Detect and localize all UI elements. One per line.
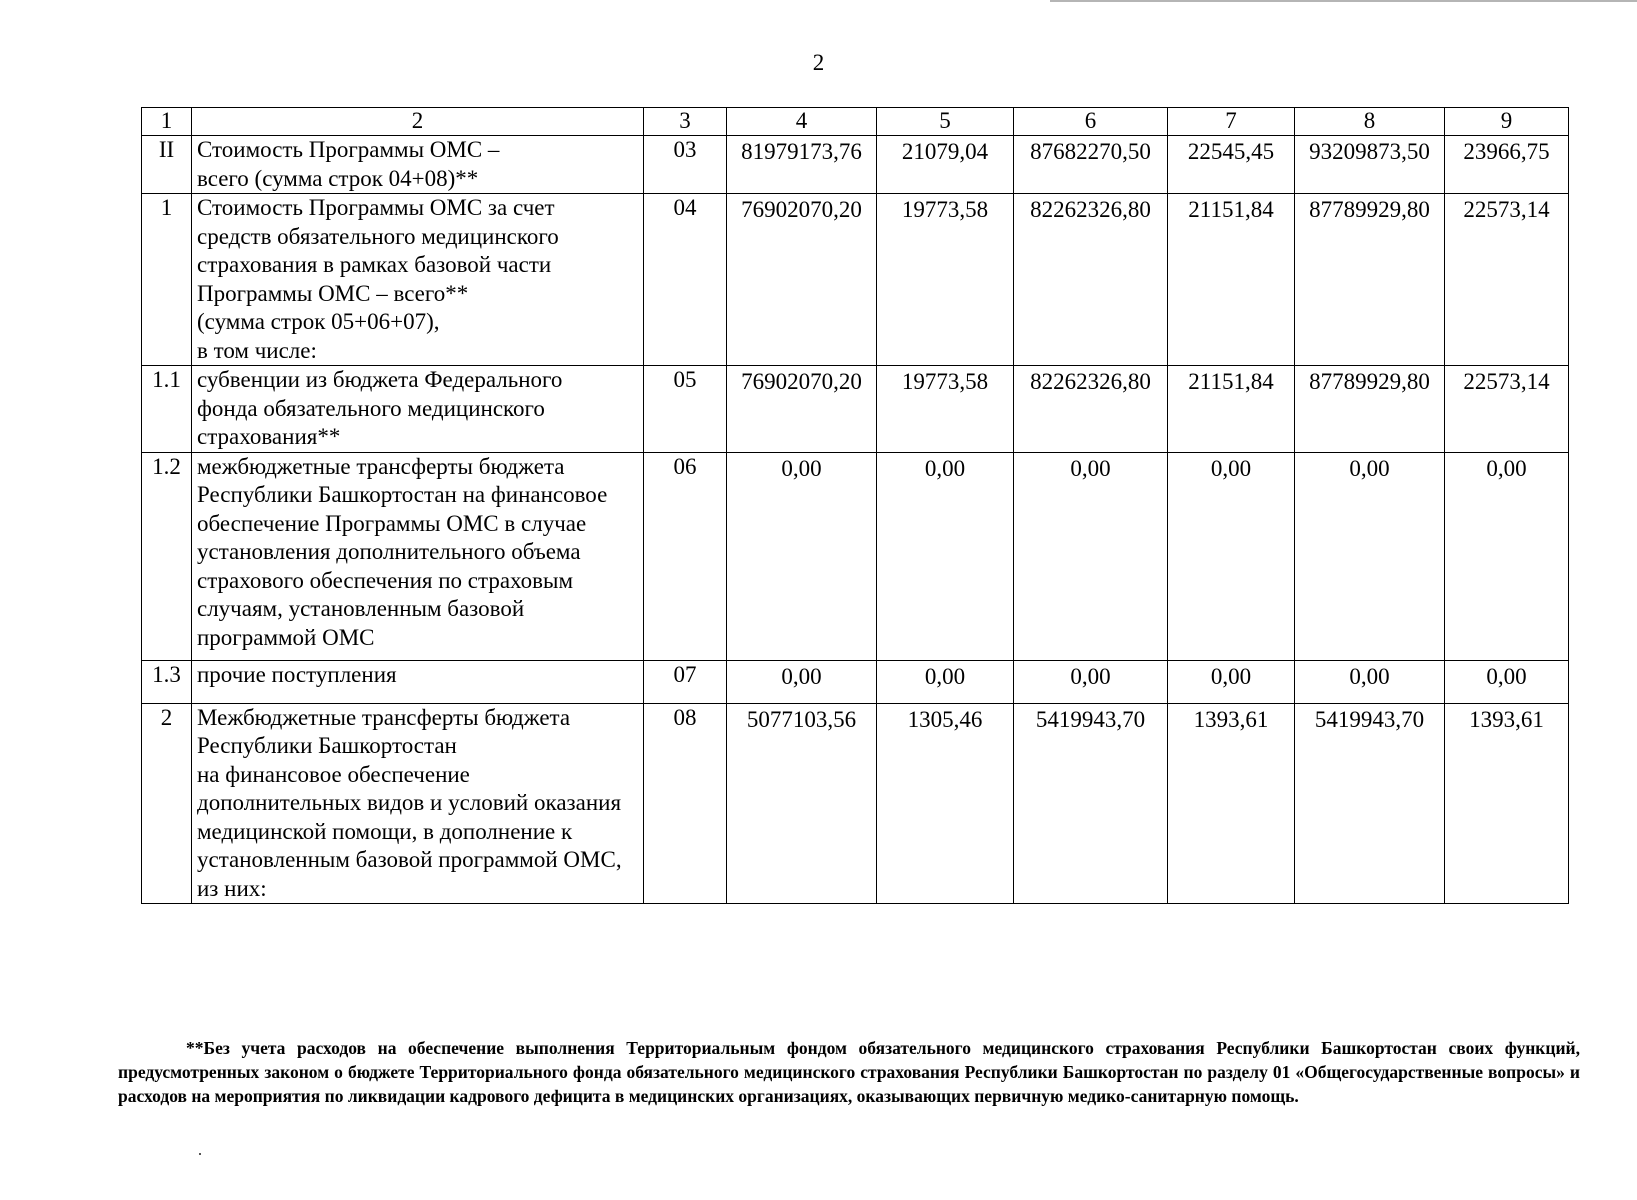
row-number-cell: 1.1 [142,366,192,453]
header-cell: 8 [1295,108,1445,136]
row-name-line: Межбюджетные трансферты бюджета [197,704,571,730]
row-name-line: субвенции из бюджета Федерального [197,367,563,392]
row-name-line: Стоимость Программы ОМС за счет [197,195,555,220]
table-row [142,136,1569,194]
row-name-line: (сумма строк 05+06+07), [197,309,440,334]
scan-speck [199,1153,201,1155]
row-name-line: программой ОМС [197,624,375,650]
value-cell: 0,00 [727,660,877,703]
value-cell: 0,00 [1168,452,1295,660]
header-cell: 5 [877,108,1014,136]
row-number-cell: II [142,136,192,194]
row-number-cell: 2 [142,703,192,904]
value-cell: 5077103,56 [727,703,877,904]
budget-table [141,107,1569,904]
page-number: 2 [812,50,825,75]
row-name-line: дополнительных видов и условий оказания [197,790,622,815]
row-name-cell [192,660,644,703]
header-cell: 2 [192,108,644,136]
header-cell: 6 [1014,108,1168,136]
row-number-cell: 1.2 [142,452,192,660]
value-cell: 23966,75 [1445,136,1569,194]
row-name-line: из них: [197,875,267,901]
value-cell: 0,00 [1445,452,1569,660]
row-name-line: в том числе: [197,337,317,363]
row-code-cell: 06 [644,452,727,660]
top-edge-rule [1050,0,1637,2]
table-row [142,452,1569,660]
row-name-line: страхового обеспечения по страховым [197,567,574,593]
value-cell: 87789929,80 [1295,366,1445,453]
row-name-cell [192,703,644,904]
table-row [142,660,1569,703]
value-cell: 81979173,76 [727,136,877,194]
value-cell: 76902070,20 [727,366,877,453]
row-name-line: страхования в рамках базовой части [197,252,552,277]
header-cell: 1 [142,108,192,136]
value-cell: 5419943,70 [1295,703,1445,904]
row-name-cell [192,136,644,194]
table-row [142,194,1569,366]
row-name-line: страхования** [197,424,341,449]
value-cell: 21079,04 [877,136,1014,194]
header-cell: 9 [1445,108,1569,136]
row-code-cell: 03 [644,136,727,194]
row-name-line: Стоимость Программы ОМС – [197,137,500,162]
value-cell: 0,00 [727,452,877,660]
row-name-line: обеспечение Программы ОМС в случае [197,510,587,536]
value-cell: 87682270,50 [1014,136,1168,194]
row-name-line: на финансовое обеспечение [197,761,470,787]
footnote: **Без учета расходов на обеспечение выполнения Территориальным фондом обязательного медицинского страхования Республики Башкортостан своих функций, предусмотренных законом о бюджете Территориального фонда обязательного медицинского страхования Республики Башкортостан по разделу 01 «Общегосударственные вопросы» и расходов на мероприятия по ликвидации кадрового дефицита в медицинских организациях, оказывающих первичную медико-санитарную помощь. [118,1038,1580,1106]
value-cell: 19773,58 [877,194,1014,366]
table-row [142,366,1569,453]
value-cell: 5419943,70 [1014,703,1168,904]
row-name-line: установления дополнительного объема [197,539,581,564]
value-cell: 0,00 [1295,452,1445,660]
header-cell: 7 [1168,108,1295,136]
value-cell: 82262326,80 [1014,366,1168,453]
value-cell: 0,00 [877,660,1014,703]
value-cell: 0,00 [1445,660,1569,703]
value-cell: 19773,58 [877,366,1014,453]
value-cell: 0,00 [1014,660,1168,703]
row-code-cell: 05 [644,366,727,453]
row-name-cell [192,452,644,660]
value-cell: 21151,84 [1168,366,1295,453]
row-name-line: медицинской помощи, в дополнение к [197,818,573,844]
row-name-line: Программы ОМС – всего** [197,280,469,306]
row-name-line: случаям, установленным базовой [197,596,525,621]
row-number-cell: 1.3 [142,660,192,703]
table-header-row [142,108,1569,136]
row-name-line: межбюджетные трансферты бюджета [197,453,565,479]
value-cell: 22545,45 [1168,136,1295,194]
value-cell: 93209873,50 [1295,136,1445,194]
table-row [142,703,1569,904]
value-cell: 1393,61 [1168,703,1295,904]
row-name-line: Республики Башкортостан [197,733,457,758]
value-cell: 1305,46 [877,703,1014,904]
row-name-line: всего (сумма строк 04+08)** [197,165,479,191]
header-cell: 3 [644,108,727,136]
row-name-line: Республики Башкортостан на финансовое [197,482,608,507]
row-name-line: установленным базовой программой ОМС, [197,847,622,872]
row-code-cell: 04 [644,194,727,366]
row-name-cell [192,194,644,366]
row-name-line: фонда обязательного медицинского [197,395,545,421]
row-name-line: средств обязательного медицинского [197,223,559,249]
row-name-cell [192,366,644,453]
value-cell: 76902070,20 [727,194,877,366]
value-cell: 1393,61 [1445,703,1569,904]
row-number-cell: 1 [142,194,192,366]
row-code-cell: 07 [644,660,727,703]
value-cell: 87789929,80 [1295,194,1445,366]
value-cell: 0,00 [1014,452,1168,660]
value-cell: 0,00 [1295,660,1445,703]
row-code-cell: 08 [644,703,727,904]
row-name-line: прочие поступления [197,661,397,687]
value-cell: 22573,14 [1445,194,1569,366]
value-cell: 0,00 [1168,660,1295,703]
value-cell: 82262326,80 [1014,194,1168,366]
value-cell: 21151,84 [1168,194,1295,366]
header-cell: 4 [727,108,877,136]
value-cell: 0,00 [877,452,1014,660]
value-cell: 22573,14 [1445,366,1569,453]
